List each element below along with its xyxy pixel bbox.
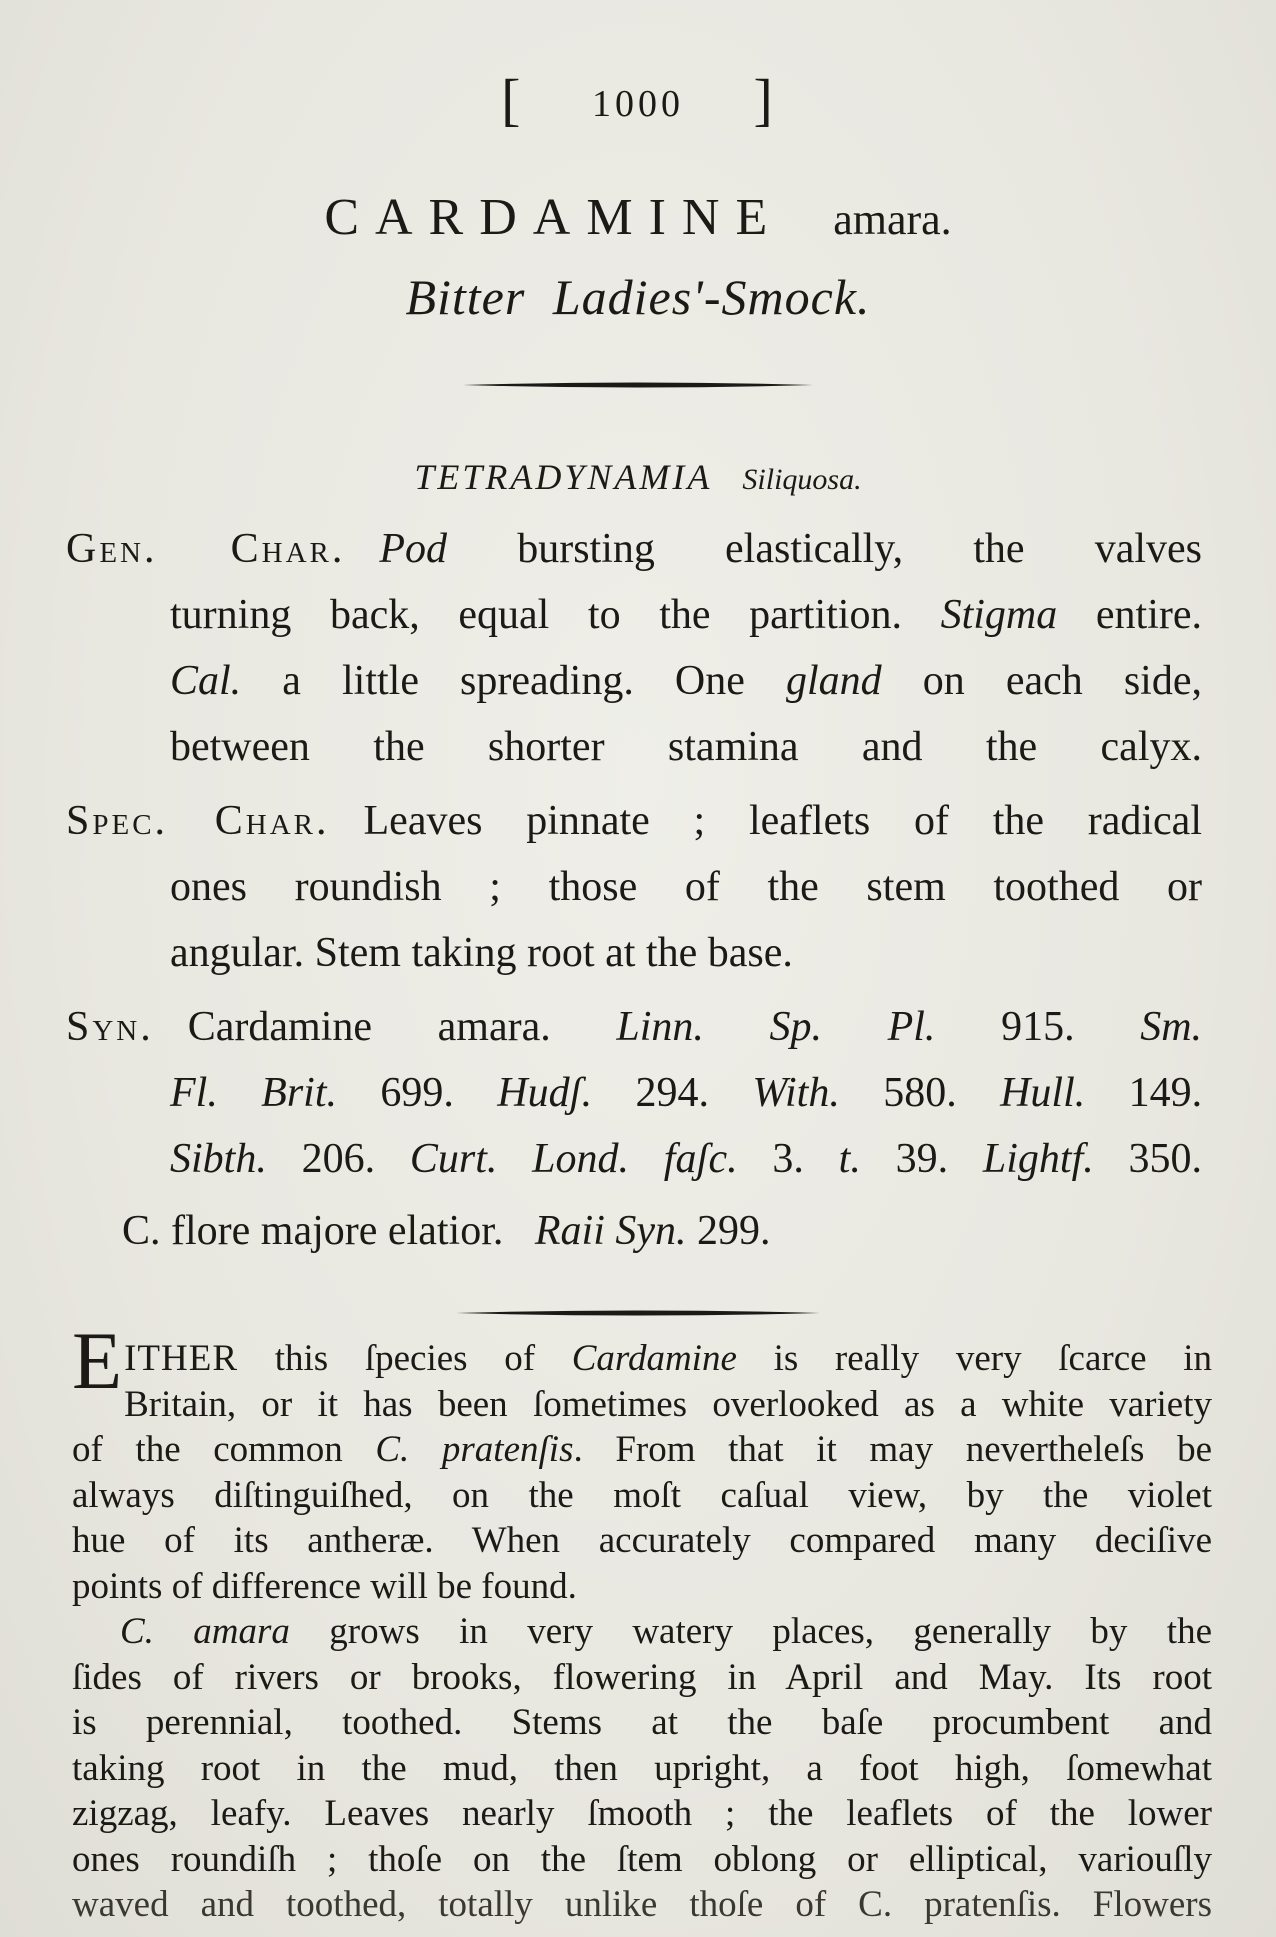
- syn-text: C. flore majore elatior.: [122, 1208, 504, 1254]
- syn-text: 580.: [883, 1070, 957, 1116]
- genus-name: CARDAMINE: [324, 189, 784, 246]
- spec-char-text: Leaves pinnate ; leaflets of the radical: [363, 798, 1202, 844]
- syn-text: 915.: [1001, 1004, 1075, 1050]
- syn-ref: Curt. Lond. faʃc.: [409, 1136, 738, 1182]
- body-line: [72, 1609, 1212, 1655]
- syn-text: 699.: [380, 1070, 454, 1116]
- syn-line-3: [66, 1126, 1202, 1192]
- syn-text: 299.: [697, 1208, 771, 1254]
- gen-char-line-4: [66, 714, 1202, 780]
- body-line: points of difference will be found.: [72, 1565, 577, 1607]
- syn-ref: Linn. Sp. Pl.: [616, 1004, 936, 1050]
- common-name: Bitter Ladies'-Smock.: [405, 269, 871, 325]
- gen-char-label: Gen. Char.: [66, 526, 346, 572]
- syn-line-1: [66, 994, 1202, 1060]
- syn-label: Syn.: [66, 1004, 154, 1050]
- syn-text: 294.: [635, 1070, 709, 1116]
- ornamental-rule-top: [0, 380, 1276, 390]
- gen-char-line-3: [66, 648, 1202, 714]
- body-line: Britain, or it has been ſometimes overlooked as a white variety: [124, 1383, 1212, 1425]
- spec-char-text: ones roundish ; those of the stem toothed or: [170, 864, 1202, 910]
- syn-ref: Hudʃ.: [497, 1070, 593, 1116]
- syn-ref: Hull.: [1000, 1070, 1086, 1116]
- gen-char-text: Pod: [379, 526, 448, 572]
- body-line: ones roundiſh ; thoſe on the ſtem oblong or elliptical, variouſly: [72, 1838, 1212, 1880]
- syn-ref: Fl. Brit.: [170, 1070, 338, 1116]
- spec-char-line-3: [66, 920, 1202, 986]
- body-text-span: grows in very watery places, generally by the: [289, 1611, 1212, 1652]
- generic-character: [66, 516, 1202, 780]
- syn-text: 149.: [1128, 1070, 1203, 1116]
- spec-char-line-1: [66, 788, 1202, 854]
- body-line: is perennial, toothed. Stems at the baſe procumbent and: [72, 1702, 1212, 1743]
- close-bracket: ]: [753, 67, 775, 132]
- syn-text: 206.: [301, 1136, 376, 1182]
- page-number-header: [0, 67, 1276, 137]
- syn-text: 39.: [895, 1136, 949, 1182]
- gen-char-text: on each side,: [881, 658, 1202, 704]
- syn-ref: Sm.: [1140, 1004, 1203, 1050]
- specific-character: [66, 788, 1202, 986]
- body-text-span: . From that it may neverthelеſs be: [573, 1429, 1212, 1470]
- synonymy: [66, 994, 1202, 1192]
- syn-ref: Raii Syn.: [534, 1208, 687, 1254]
- syn-ref: With.: [752, 1070, 840, 1116]
- syn-text: 350.: [1128, 1136, 1203, 1182]
- syn-ref: Lightf.: [982, 1136, 1094, 1182]
- body-line: taking root in the mud, then upright, a foot high, ſomewhat: [72, 1747, 1212, 1789]
- gen-char-text: gland: [785, 658, 882, 704]
- body-line: ſides of rivers or brooks, flowering in April and May. Its root: [72, 1656, 1212, 1698]
- body-line: [72, 1427, 1212, 1473]
- gen-char-text: bursting elastically, the valves: [447, 526, 1202, 572]
- gen-char-text: a little spreading. One: [241, 658, 786, 704]
- species-name: amara.: [833, 195, 952, 244]
- syn-text: Cardamine amara.: [187, 1004, 551, 1050]
- syn-ref: Sibth.: [170, 1136, 267, 1182]
- body-text-span: this ſpecies of: [238, 1338, 572, 1379]
- gen-char-text: Cal.: [170, 658, 242, 704]
- description-text: [72, 1315, 1212, 1928]
- class-name: TETRADYNAMIA: [414, 457, 713, 497]
- body-text-span: C. amara: [120, 1611, 290, 1652]
- spec-char-label: Spec. Char.: [66, 798, 330, 844]
- syn-line-2: [66, 1060, 1202, 1126]
- body-line: always diſtinguiſhed, on the moſt caſual view, by the violet: [72, 1474, 1212, 1516]
- body-text-span: ITHER: [124, 1338, 239, 1379]
- gen-char-text: turning back, equal to the partition.: [170, 592, 941, 638]
- order-name: Siliquosa.: [742, 463, 862, 496]
- drop-cap: E: [72, 1315, 123, 1406]
- body-line: hue of its antheræ. When accurately compared many deciſive: [72, 1520, 1212, 1561]
- body-text-span: is really very ſcarce in: [736, 1338, 1212, 1379]
- page-number: 1000: [592, 82, 684, 125]
- open-bracket: [: [501, 67, 523, 132]
- ornamental-rule-bottom: [0, 1308, 1276, 1318]
- gen-char-line-1: [66, 516, 1202, 582]
- linnaean-classification: [0, 456, 1276, 498]
- page-title: [0, 188, 1276, 247]
- spec-char-text: angular. Stem taking root at the base.: [170, 930, 793, 976]
- body-text-span: of the common: [72, 1429, 376, 1470]
- syn-line-4: [122, 1198, 771, 1264]
- gen-char-text: between the shorter stamina and the calyx.: [170, 724, 1202, 770]
- syn-ref: t.: [838, 1136, 861, 1182]
- gen-char-text: entire.: [1057, 592, 1202, 638]
- body-line: zigzag, leafy. Leaves nearly ſmooth ; the leaflets of the lower: [72, 1793, 1212, 1834]
- body-text-span: Cardamine: [571, 1338, 737, 1379]
- syn-text: 3.: [772, 1136, 804, 1182]
- body-text-span: C. pratenſis: [375, 1429, 574, 1470]
- gen-char-line-2: [66, 582, 1202, 648]
- body-line: waved and toothed, totally unlike thoſe of C. pratenſis. Flowers: [72, 1884, 1212, 1925]
- gen-char-text: Stigma: [940, 592, 1058, 638]
- spec-char-line-2: [66, 854, 1202, 920]
